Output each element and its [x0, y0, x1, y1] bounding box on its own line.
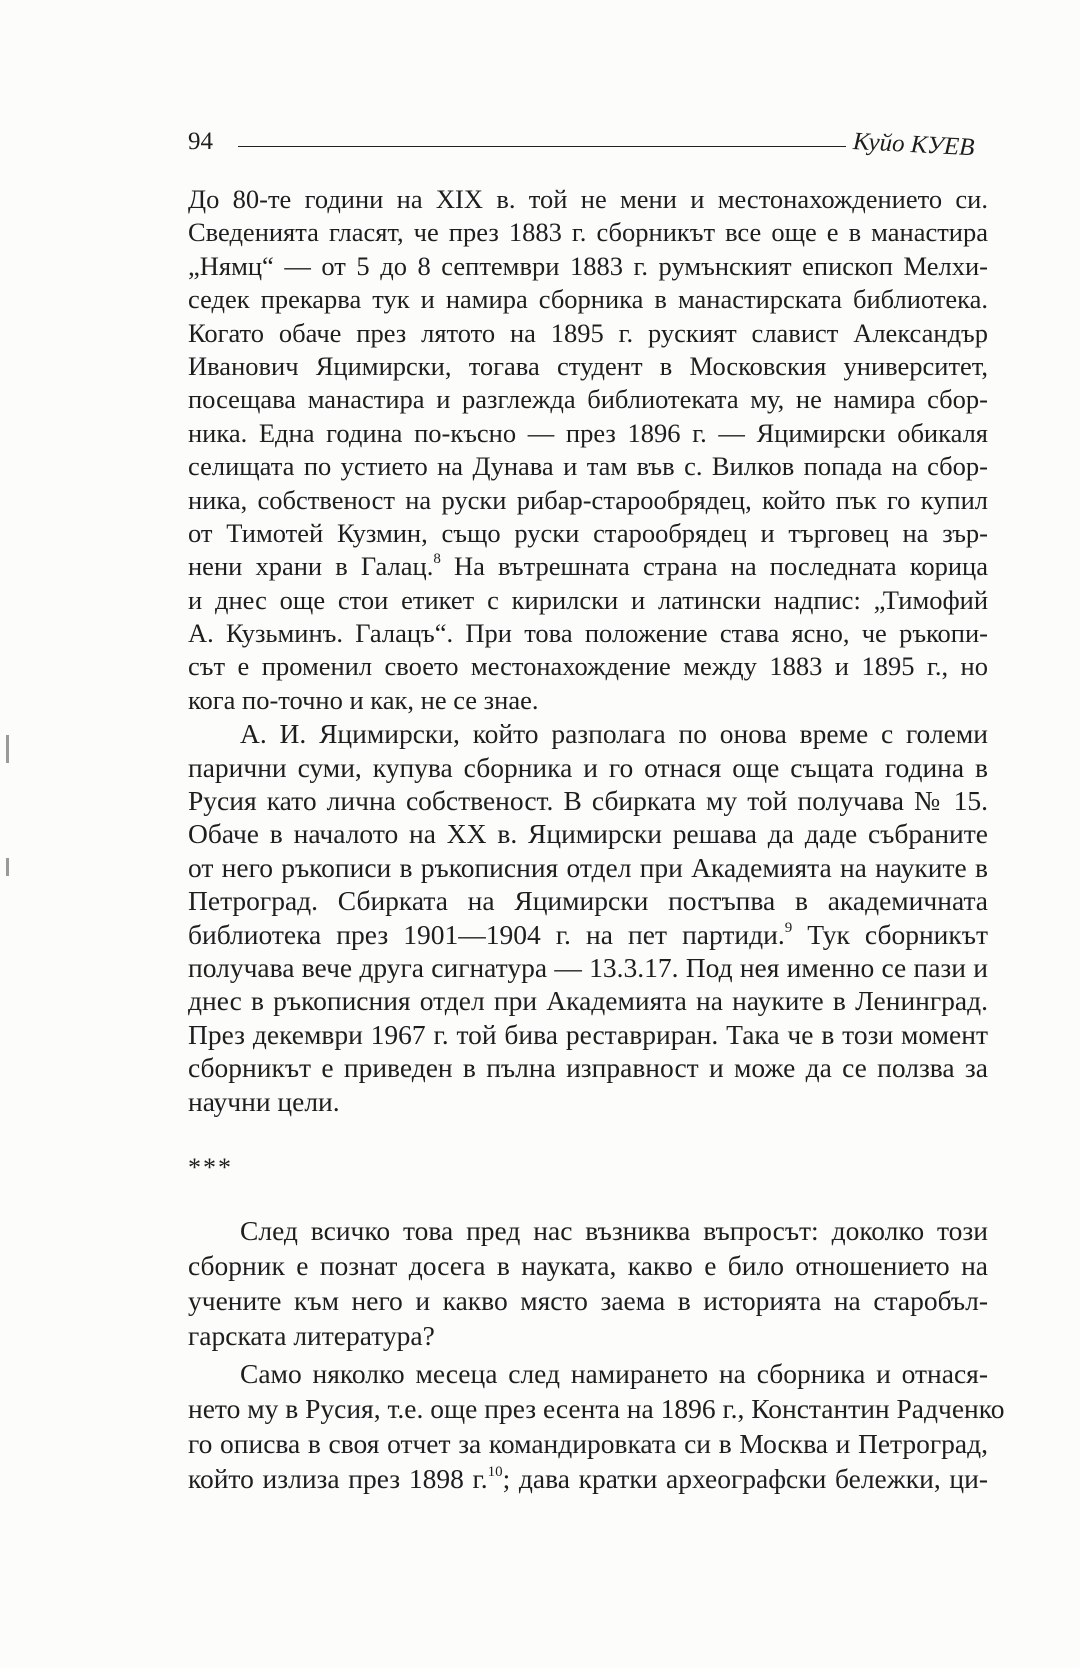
- text-line: До 80-те години на XIX в. той не мени и местонахождението си.: [188, 184, 988, 214]
- text-line: След всичко това пред нас възниква въпросът: доколко този: [240, 1215, 988, 1246]
- text-line: сборникът е приведен в пълна изправност и може да се ползва за: [188, 1052, 988, 1084]
- text-line: научни цели.: [188, 1085, 340, 1117]
- text-line: А. И. Яцимирски, който разполага по онова време с големи: [240, 718, 988, 750]
- text-line: [188, 918, 988, 951]
- text-line: от него ръкописи в ръкописния отдел при Академията на науките в: [188, 851, 988, 883]
- text-line: Иванович Яцимирски, тогава студент в Московския университет,: [188, 350, 988, 381]
- text-line: и днес още стои етикет с кирилски и латински надпис: „Тимофий: [188, 584, 988, 615]
- text-line: [188, 550, 988, 583]
- margin-mark: [6, 735, 9, 763]
- text-line: получава вече друга сигнатура — 13.3.17. Под нея именно се пази и: [188, 951, 988, 983]
- text-line: селищата по устието на Дунава и там във с. Вилков попада на сбор-: [188, 451, 988, 482]
- header-rule: [238, 146, 846, 147]
- text-line: Когато обаче през лятото на 1895 г. руският славист Александър: [188, 317, 988, 348]
- text-line: сборник е познат досега в науката, какво е било отношението на: [188, 1250, 988, 1281]
- text-line: ника. Една година по-късно — през 1896 г. — Яцимирски обикаля: [188, 417, 988, 448]
- text-line: седек прекарва тук и намира сборника в манастирската библиотека.: [188, 284, 988, 315]
- section-separator: ***: [188, 1153, 233, 1182]
- paragraph: [188, 183, 988, 717]
- text-line: Русия като лична собственост. В сбирката му той получава № 15.: [188, 785, 988, 817]
- paragraph: [188, 1213, 988, 1353]
- text-line: нето му в Русия, т.е. още през есента на 1896 г., Константин Радченко: [188, 1393, 1005, 1424]
- text-line: гарската литература?: [188, 1320, 435, 1351]
- text-line: сът е променил своето местонахождение между 1883 и 1895 г., но: [188, 651, 988, 682]
- text-fragment: нени храни в Галац.: [188, 551, 434, 582]
- footnote-marker[interactable]: 8: [433, 551, 441, 568]
- text-line: Обаче в началото на XX в. Яцимирски решава да даде събраните: [188, 818, 988, 850]
- text-line: Петроград. Сбирката на Яцимирски постъпва в академичната: [188, 885, 988, 917]
- text-line: парични суми, купува сборника и го отнася още същата година в: [188, 751, 988, 783]
- text-line: ника, собственост на руски рибар-старообрядец, който пък го купил: [188, 484, 988, 515]
- paragraph: [188, 1356, 1005, 1496]
- footnote-marker[interactable]: 9: [784, 919, 793, 936]
- text-line: Само няколко месеца след намирането на сборника и отнася-: [240, 1358, 988, 1389]
- text-line: кога по-точно и как, не се знае.: [188, 684, 539, 715]
- text-fragment: който излиза през 1898 г.: [188, 1463, 488, 1494]
- text-line: посещава манастира и разглежда библиотеката му, не намира сбор-: [188, 384, 988, 415]
- paragraph: [188, 717, 988, 1118]
- margin-mark: [6, 858, 9, 876]
- text-line: „Нямц“ — от 5 до 8 септември 1883 г. румънският епископ Мелхи-: [188, 250, 988, 281]
- text-fragment: библиотека през 1901—1904 г. на пет партиди.: [188, 918, 785, 950]
- text-line: През декември 1967 г. той бива реставриран. Така че в този момент: [188, 1018, 988, 1050]
- text-line: учените към него и какво място заема в историята на старобъл-: [188, 1285, 988, 1316]
- text-line: от Тимотей Кузмин, също руски старообрядец и търговец на зър-: [188, 517, 988, 548]
- text-line: А. Кузьминъ. Галацъ“. При това положение става ясно, че ръкопи-: [188, 618, 988, 649]
- text-fragment: На вътрешната страна на последната корица: [440, 551, 988, 582]
- text-line: го описва в своя отчет за командировката си в Москва и Петроград,: [188, 1428, 988, 1459]
- main-text: [188, 183, 988, 1118]
- page-header: [180, 128, 975, 168]
- footnote-marker[interactable]: 10: [487, 1464, 503, 1480]
- text-fragment: Тук сборникът: [792, 918, 988, 950]
- main-text-continued: [188, 1213, 1005, 1496]
- page-number: 94: [188, 128, 213, 155]
- text-fragment: ; дава кратки археографски бележки, ци-: [502, 1463, 988, 1494]
- text-line: днес в ръкописния отдел при Академията на науките в Ленинград.: [188, 985, 988, 1017]
- text-line: Сведенията гласят, че през 1883 г. сборникът все още е в манастира: [188, 217, 988, 248]
- running-title: Куйо КУЕВ: [852, 128, 976, 162]
- text-line: [188, 1461, 988, 1496]
